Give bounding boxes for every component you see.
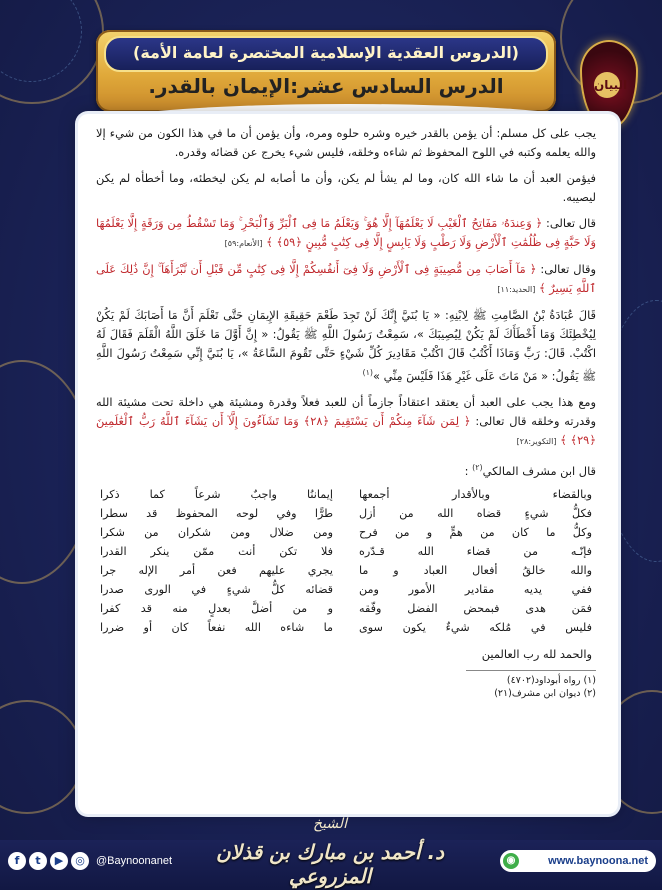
poet-intro-colon: : bbox=[464, 463, 473, 478]
globe-icon: ◉ bbox=[503, 853, 519, 869]
paragraph-4 bbox=[96, 393, 596, 451]
logo-icon: البيان bbox=[594, 72, 620, 98]
poem-line-right: فليس في مُلكه شيءٌ يكون سوى bbox=[359, 620, 592, 634]
poem-line-right: والله خالقُ أفعال العباد و ما bbox=[359, 563, 592, 577]
paragraph-1: يجب على كل مسلم: أن يؤمن بالقدر خيره وشره حلوه ومره، وأن يؤمن أن ما في هذا الكون من شيء إلا والله يعلمه وكتبه في اللوح المحفوظ ثم شاءه وخلقه، فليس شيء يخرج عن قضائه وقدره. bbox=[96, 126, 596, 159]
twitter-icon[interactable]: t bbox=[29, 852, 47, 870]
series-title: (الدروس العقدية الإسلامية المختصرة لعامة الأمة) bbox=[104, 36, 548, 72]
social-links bbox=[8, 850, 172, 872]
verse-reference: [الأنعام:٥٩] bbox=[224, 239, 263, 248]
poem-line-left: قضائه كلُّ شيءٍ في الورى صدرا bbox=[100, 582, 333, 596]
author-signature: د. أحمد بن مبارك بن قذلان المزروعي bbox=[215, 840, 445, 888]
lesson-title: الدرس السادس عشر:الإيمان بالقدر. bbox=[148, 74, 504, 98]
youtube-icon[interactable]: ▶ bbox=[50, 852, 68, 870]
poem-line-left: ما شاءه الله نفعاً كان أو ضررا bbox=[100, 620, 333, 634]
poem-line-left: و من أضلَّ بعدلٍ منه قد كفرا bbox=[100, 601, 333, 615]
quote-lead: قال تعالى: bbox=[542, 216, 596, 230]
poem-line-right: وبالقضاء وبالأقدار أجمعها bbox=[359, 487, 592, 501]
quran-quote-2 bbox=[96, 260, 596, 299]
signature-title: الشيخ bbox=[313, 816, 347, 832]
quran-verse: ﴿ لِمَن شَآءَ مِنكُمْ أَن يَسْتَقِيمَ ﴿٢٨﴾ وَمَا تَشَآءُونَ إِلَّآ أَن يَشَآءَ ٱللَّهُ رَبُّ ٱلْعَٰلَمِينَ ﴿٢٩﴾ ﴾ bbox=[96, 413, 596, 447]
website-link[interactable] bbox=[500, 850, 656, 872]
closing-line: والحمد لله رب العالمين bbox=[481, 646, 592, 661]
quran-verse: ﴿ مَآ أَصَابَ مِن مُّصِيبَةٍ فِى ٱلْأَرْضِ وَلَا فِىٓ أَنفُسِكُمْ إِلَّا فِى كِتَٰبٍ مِّن قَبْلِ أَن نَّبْرَأَهَآ ۚ إِنَّ ذَٰلِكَ عَلَى ٱللَّهِ يَسِيرٌ ﴾ bbox=[96, 262, 596, 295]
poem-line-right: فكلُّ شيءٍ قضاه الله من أزل bbox=[359, 506, 592, 520]
instagram-icon[interactable]: ◎ bbox=[71, 852, 89, 870]
social-handle[interactable]: @Baynoonanet bbox=[96, 855, 173, 867]
footnote-1: (١) رواه أبوداود(٤٧٠٢) bbox=[506, 674, 596, 686]
footnote-marker: (١) bbox=[362, 368, 373, 377]
footnote-2: (٢) ديوان ابن مشرف(٢١) bbox=[494, 687, 596, 699]
poem-line-right: فإنّـه من قضاء الله قـدّره bbox=[359, 544, 592, 558]
quran-quote-1 bbox=[96, 214, 596, 253]
hadith-text: قَالَ عُبَادَةُ بْنُ الصَّامِتِ ﷺ لِابْنِهِ: « يَا بُنَيَّ إِنَّكَ لَنْ تَجِدَ طَعْمَ حَقِيقَةِ الإِيمَانِ حَتَّى تَعْلَمَ أَنَّ مَا أَصَابَكَ لَمْ يَكُنْ لِيُخْطِئَكَ وَمَا أَخْطَأَكَ لَمْ يَكُنْ لِيُصِيبَكَ »، سَمِعْتُ رَسُولَ اللَّهِ ﷺ يَقُولُ: « إِنَّ أَوَّلَ مَا خَلَقَ اللَّهُ الْقَلَمَ فَقَالَ لَهُ اكْتُبْ. قَالَ: رَبِّ وَمَاذَا أَكْتُبُ قَالَ اكْتُبْ مَقَادِيرَ كُلِّ شَيْءٍ حَتَّى تَقُومَ السَّاعَةُ »، يَا بُنَيَّ إِنِّي سَمِعْتُ رَسُولَ اللَّهِ ﷺ يَقُولُ: « مَنْ مَاتَ عَلَى غَيْرِ هَذَا فَلَيْسَ مِنِّي » bbox=[96, 308, 596, 383]
facebook-icon[interactable]: f bbox=[8, 852, 26, 870]
poem-line-left: ومن ضلال ومن شكران من شكرا bbox=[100, 525, 333, 539]
verse-reference: [التكوير:٢٨] bbox=[516, 436, 557, 446]
poet-intro bbox=[96, 458, 596, 481]
lesson-header bbox=[96, 30, 556, 112]
poem-line-left: يجري عليهم فعن أمر الإله جرا bbox=[100, 563, 333, 577]
quote-lead: وقال تعالى: bbox=[536, 262, 597, 276]
poem-line-right: وكلُّ ما كان من همٍّ و من فرح bbox=[359, 525, 592, 539]
poem-line-right: فمَن هدى فبمحض الفضل وفّقه bbox=[359, 601, 592, 615]
ornament-circle bbox=[0, 700, 84, 814]
poem-line-left: فلا تكن أنت ممّن ينكر القدرا bbox=[100, 544, 333, 558]
poet-intro-text: قال ابن مشرف المالكي bbox=[482, 463, 596, 478]
footnote-marker: (٢) bbox=[472, 462, 483, 472]
verse-reference: [الحديد:١١] bbox=[497, 285, 536, 294]
poem-line-right: ففي يديه مقادير الأمور ومن bbox=[359, 582, 592, 596]
poem bbox=[100, 485, 592, 637]
paragraph-2: فيؤمن العبد أن ما شاء الله كان، وما لم يشأ لم يكن، وأن ما أصابه لم يكن ليخطئه، وما أخطأه لم يكن ليصيبه. bbox=[96, 171, 596, 204]
website-url: www.baynoona.net bbox=[548, 855, 648, 867]
lesson-body bbox=[96, 124, 596, 700]
poem-line-left: طرًّا وفي لوحه المحفوظ قد سطرا bbox=[100, 506, 333, 520]
hadith-paragraph bbox=[96, 306, 596, 386]
quran-verse: ﴿ وَعِندَهُۥ مَفَاتِحُ ٱلْغَيْبِ لَا يَعْلَمُهَآ إِلَّا هُوَ ۚ وَيَعْلَمُ مَا فِى ٱلْبَرِّ وَٱلْبَحْرِ ۚ وَمَا تَسْقُطُ مِن وَرَقَةٍ إِلَّا يَعْلَمُهَا وَلَا حَبَّةٍ فِى ظُلُمَٰتِ ٱلْأَرْضِ وَلَا رَطْبٍ وَلَا يَابِسٍ إِلَّا فِى كِتَٰبٍ مُّبِينٍ ﴿٥٩﴾ ﴾ bbox=[96, 216, 596, 249]
poem-line-left: إيماننُا واجبٌ شرعاً كما ذكرا bbox=[100, 487, 333, 501]
footnote-divider bbox=[466, 670, 596, 671]
paragraph-text: ومع هذا يجب على العبد أن يعتقد اعتقاداً جازماً أن للعبد فعلاً وقدرة ومشيئة هي داخلة تحت مشيئة الله وقدرته وخلقه قال تعالى: bbox=[96, 394, 596, 428]
